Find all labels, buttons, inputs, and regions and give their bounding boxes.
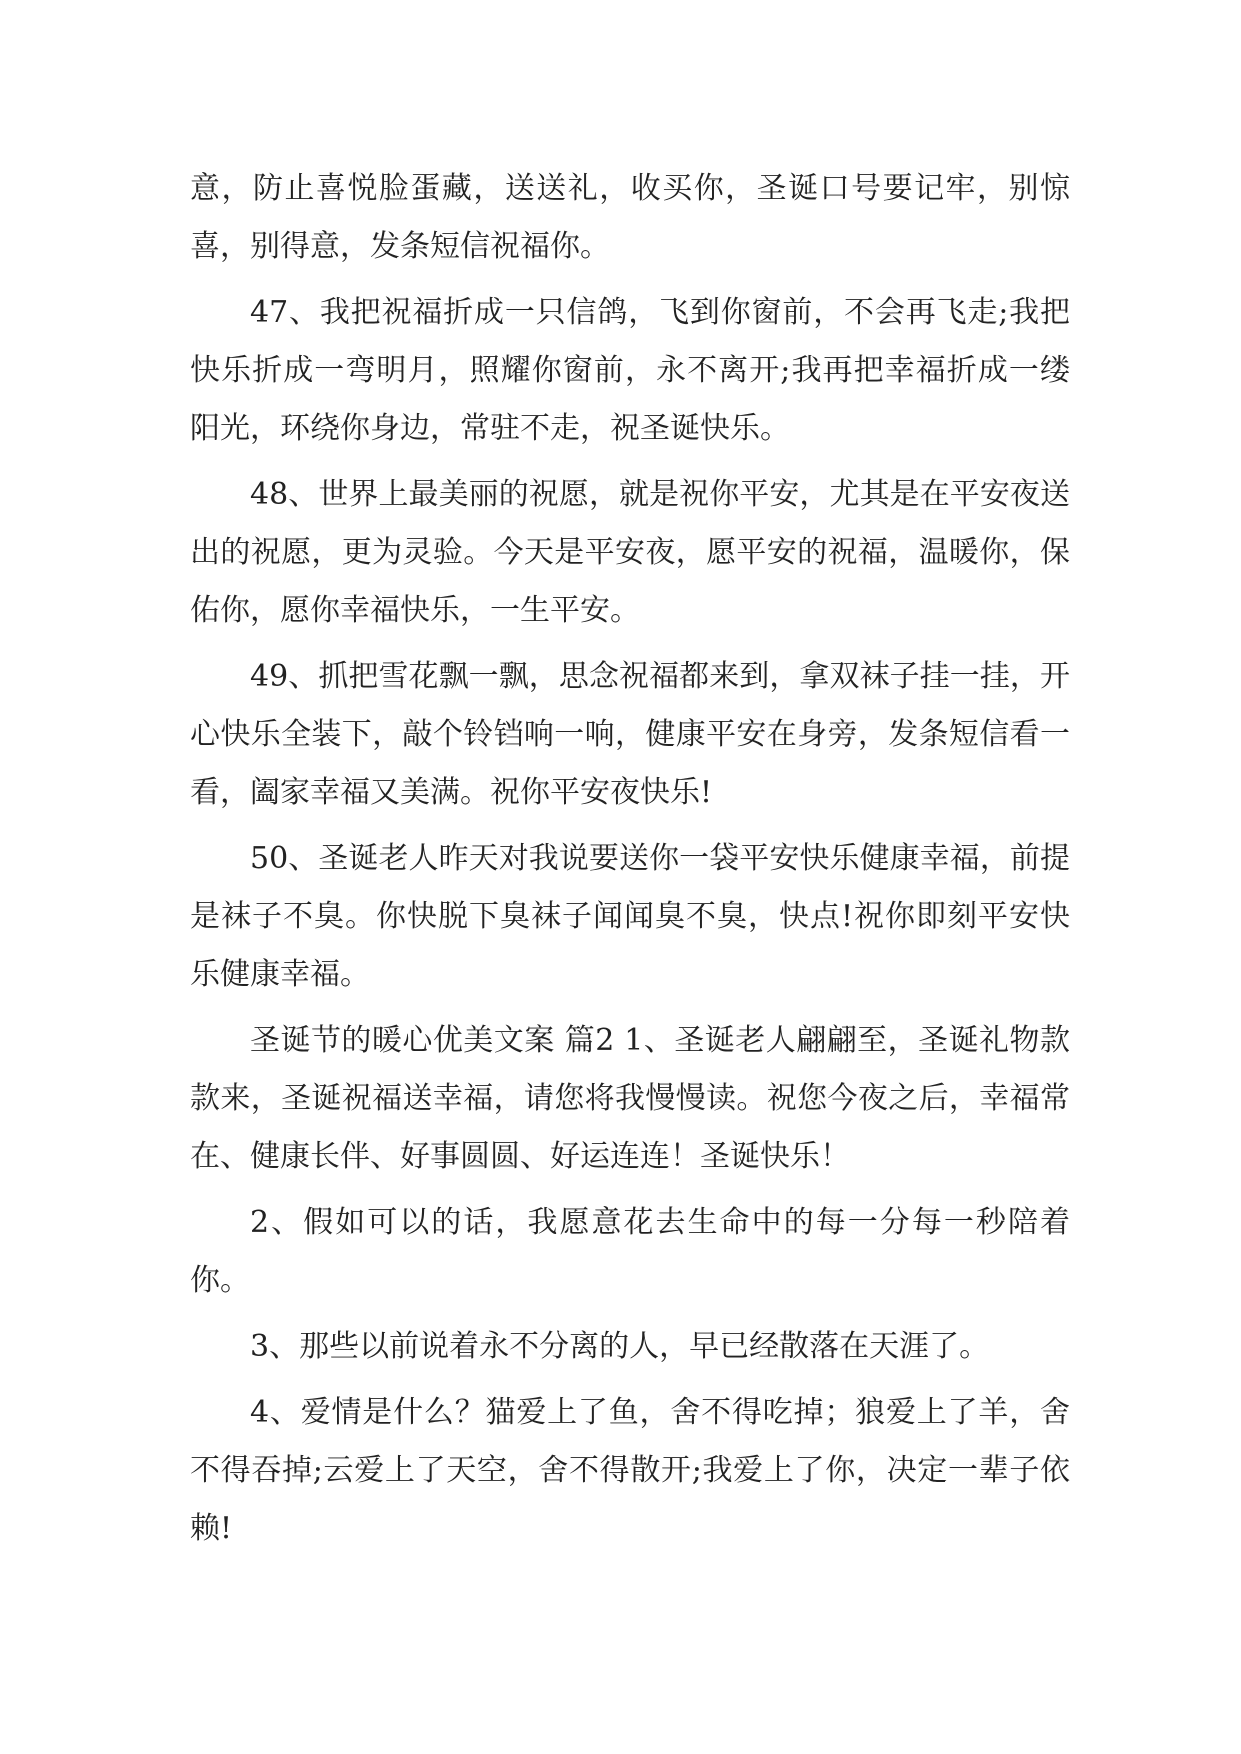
paragraph-section-2-item-1: 圣诞节的暖心优美文案 篇2 1、圣诞老人翩翩至，圣诞礼物款款来，圣诞祝福送幸福，请您将我慢慢读。祝您今夜之后，幸福常在、健康长伴、好事圆圆、好运连连！圣诞快乐！ [190, 1023, 1070, 1174]
paragraph-50: 50、圣诞老人昨天对我说要送你一袋平安快乐健康幸福，前提是袜子不臭。你快脱下臭袜子闻闻臭不臭，快点!祝你即刻平安快乐健康幸福。 [190, 841, 1070, 992]
document-body [190, 160, 1070, 1566]
paragraph-item-3: 3、那些以前说着永不分离的人，早已经散落在天涯了。 [250, 1329, 990, 1364]
paragraph-48: 48、世界上最美丽的祝愿，就是祝你平安，尤其是在平安夜送出的祝愿，更为灵验。今天是平安夜，愿平安的祝福，温暖你，保佑你，愿你幸福快乐，一生平安。 [190, 477, 1070, 628]
paragraph-item-4: 4、爱情是什么？猫爱上了鱼，舍不得吃掉；狼爱上了羊，舍不得吞掉;云爱上了天空，舍不得散开;我爱上了你，决定一辈子依赖! [190, 1395, 1070, 1546]
paragraph-47: 47、我把祝福折成一只信鸽，飞到你窗前，不会再飞走;我把快乐折成一弯明月，照耀你窗前，永不离开;我再把幸福折成一缕阳光，环绕你身边，常驻不走，祝圣诞快乐。 [190, 295, 1070, 446]
paragraph-49: 49、抓把雪花飘一飘，思念祝福都来到，拿双袜子挂一挂，开心快乐全装下，敲个铃铛响一响，健康平安在身旁，发条短信看一看，阖家幸福又美满。祝你平安夜快乐! [190, 659, 1070, 810]
paragraph-item-2: 2、假如可以的话，我愿意花去生命中的每一分每一秒陪着你。 [190, 1205, 1070, 1298]
paragraph-continuation: 意，防止喜悦脸蛋藏，送送礼，收买你，圣诞口号要记牢，别惊喜，别得意，发条短信祝福你。 [190, 171, 1070, 264]
